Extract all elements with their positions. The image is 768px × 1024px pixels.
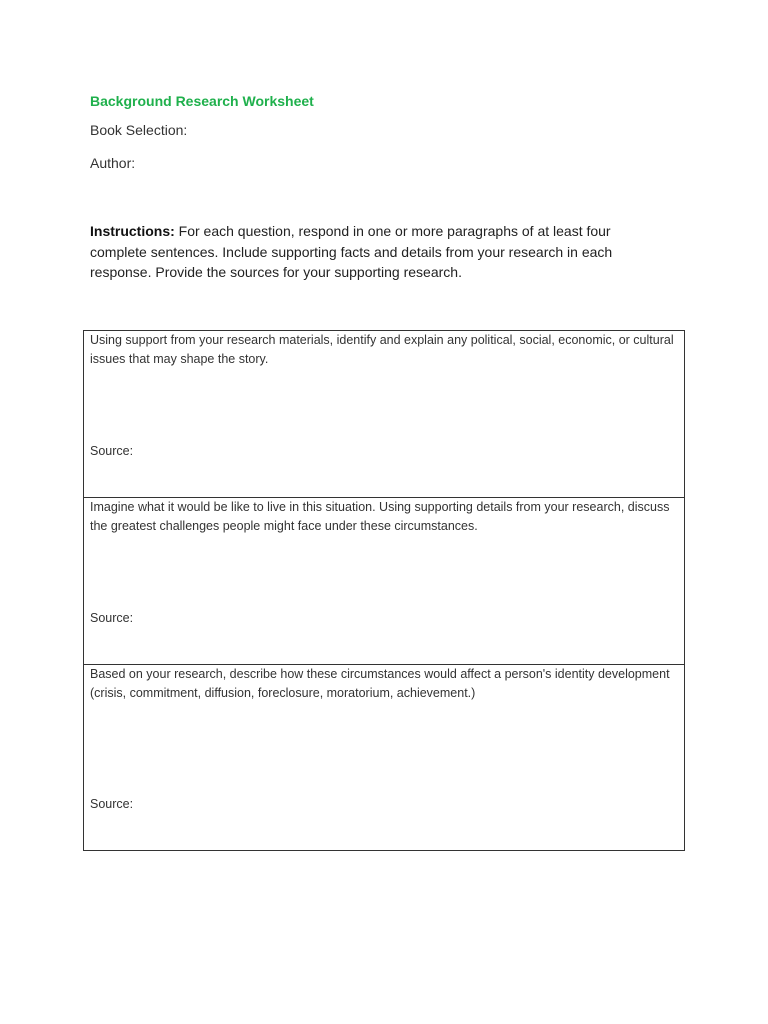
- instructions-text: For each question, respond in one or more paragraphs of at least four complete sentences. Include supporting facts and details from your research in each response. Provide the sources for your supporting research.: [90, 223, 613, 280]
- question-row: [84, 498, 685, 665]
- author-label: Author:: [90, 155, 136, 171]
- instructions-heading: Instructions:: [90, 223, 175, 239]
- questions-table: [83, 330, 685, 851]
- question-prompt: Imagine what it would be like to live in this situation. Using supporting details from your research, discuss the greatest challenges people might face under these circumstances.: [90, 500, 670, 533]
- source-label: Source:: [90, 611, 134, 625]
- question-row: [84, 665, 685, 851]
- source-label: Source:: [90, 444, 134, 458]
- worksheet-title: Background Research Worksheet: [90, 93, 314, 109]
- question-row: [84, 331, 685, 498]
- instructions-paragraph: [90, 221, 670, 283]
- question-cell[interactable]: [84, 331, 685, 498]
- question-prompt: Based on your research, describe how these circumstances would affect a person's identity development (crisis, commitment, diffusion, foreclosure, moratorium, achievement.): [90, 667, 670, 700]
- question-cell[interactable]: [84, 665, 685, 851]
- question-cell[interactable]: [84, 498, 685, 665]
- question-prompt: Using support from your research materials, identify and explain any political, social, economic, or cultural issues that may shape the story.: [90, 333, 674, 366]
- book-selection-label: Book Selection:: [90, 122, 188, 138]
- source-label: Source:: [90, 797, 134, 811]
